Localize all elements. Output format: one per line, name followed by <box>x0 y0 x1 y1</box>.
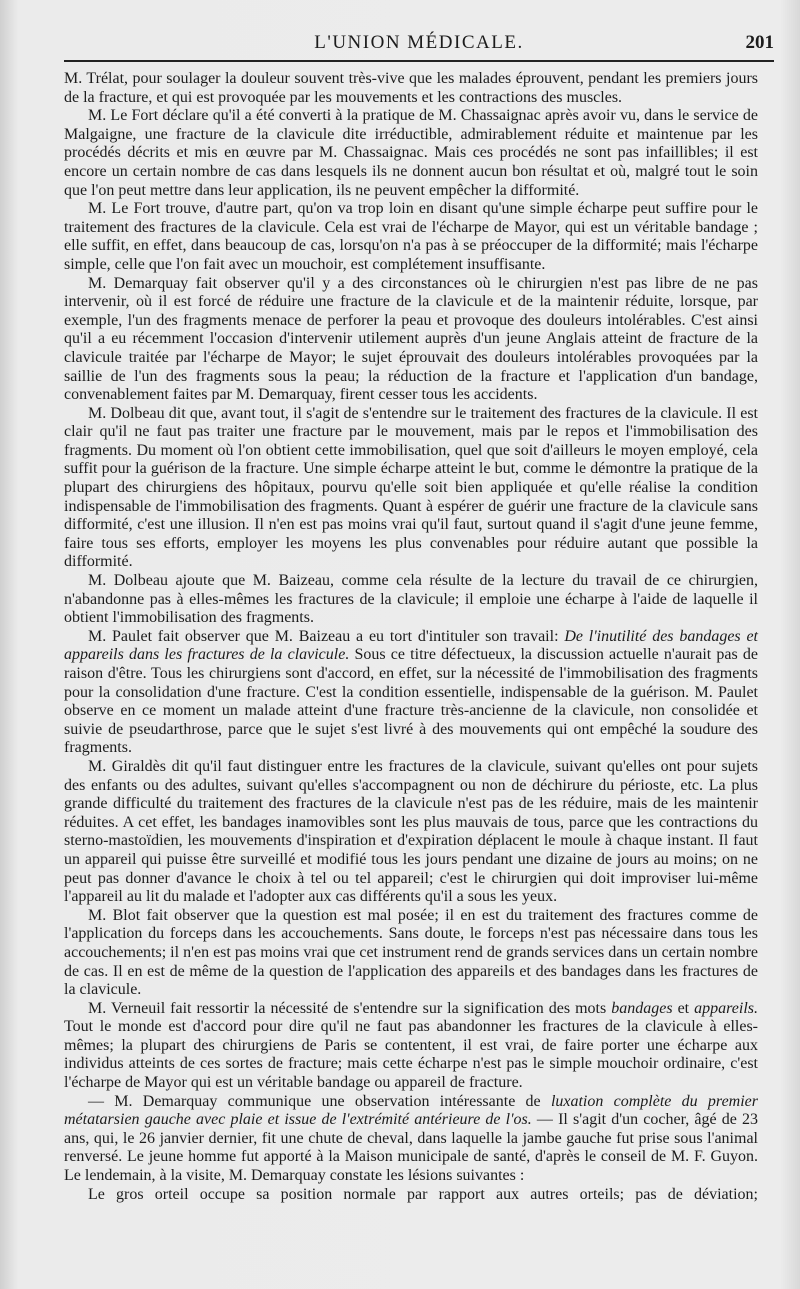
article-body <box>64 70 758 1204</box>
paragraph-verneuil: M. Verneuil fait ressortir la nécessité de s'entendre sur la signification des mots bandages et appareils. Tout le monde est d'accord pour dire qu'il ne faut pas abandonner les fractures de la clavicule à elles-mêmes; la plupart des chirurgiens de Paris se contentent, il est vrai, de faire porter une écharpe aux individus atteints de ces sortes de fracture; mais cette écharpe n'est pas le simple mouchoir ordinaire, c'est l'écharpe de Mayor qui est un véritable bandage ou appareil de fracture. <box>64 999 759 1092</box>
header-rule <box>64 60 774 62</box>
observation-title: luxation complète du premier métatarsien gauche avec plaie et issue de l'extrémité antérieure de l'os. <box>64 1092 758 1129</box>
paragraph-gros-orteil: Le gros orteil occupe sa position normale par rapport aux autres orteils; pas de déviation; <box>88 1185 758 1203</box>
term-appareils: appareils. <box>694 999 759 1017</box>
running-title: L'UNION MÉDICALE. <box>314 32 524 53</box>
term-bandages: bandages <box>611 999 673 1017</box>
paragraph-demarquay-2: — M. Demarquay communique une observation intéressante de luxation complète du premier métatarsien gauche avec plaie et issue de l'extrémité antérieure de l'os. — Il s'agit d'un cocher, âgé de 23 ans, qui, le 26 janvier dernier, fit une chute de cheval, dans laquelle la jambe gauche fut prise sous l'animal renversé. Le jeune homme fut apporté à la Maison municipale de santé, d'après le conseil de M. F. Guyon. Le lendemain, à la visite, M. Demarquay constate les lésions suivantes : <box>64 1092 758 1185</box>
title-citation: De l'inutilité des bandages et appareils dans les fractures de la clavicule. <box>64 627 758 664</box>
paragraph-dolbeau-1: M. Dolbeau dit que, avant tout, il s'agit de s'entendre sur le traitement des fractures de la clavicule. Il est clair qu'il ne faut pas traiter une fracture par le mouvement, mais par le repos et l'immobilisation des fragments. Du moment où l'on obtient cette immobilisation, quel que soit d'ailleurs le moyen employé, cela suffit pour la guérison de la fracture. Une simple écharpe atteint le but, comme le démontre la pratique de la plupart des chirurgiens des hôpitaux, pourvu qu'elle soit bien appliquée et qu'elle réalise la condition indispensable de l'immobilisation des fragments. Quant à espérer de guérir une fracture de la clavicule sans difformité, c'est une illusion. Il n'en est pas moins vrai qu'il faut, surtout quand il s'agit d'une jeune femme, faire tous ses efforts, employer les moyens les plus convenables pour réduire autant que possible la difformité. <box>64 404 758 571</box>
paragraph-dolbeau-2: M. Dolbeau ajoute que M. Baizeau, comme cela résulte de la lecture du travail de ce chirurgien, n'abandonne pas à elles-mêmes les fractures de la clavicule; il emploie une écharpe à l'aide de laquelle il obtient l'immobilisation des fragments. <box>64 572 758 627</box>
paragraph-demarquay-1: M. Demarquay fait observer qu'il y a des circonstances où le chirurgien n'est pas libre de ne pas intervenir, où il est forcé de réduire une fracture de la clavicule et de la maintenir réduite, lorsque, par exemple, l'un des fragments menace de perforer la peau et provoque des douleurs intolérables. C'est ainsi qu'il a eu récemment l'occasion d'intervenir utilement auprès d'un jeune Anglais atteint de fracture de la clavicule traitée par l'écharpe de Mayor; le sujet éprouvait des douleurs intolérables provoquées par la saillie de l'un des fragments sous la peau; la réduction de la fracture et l'application d'un bandage, convenablement faites par M. Demarquay, firent cesser tous les accidents. <box>64 274 758 404</box>
paragraph-le-fort-2: M. Le Fort trouve, d'autre part, qu'on va trop loin en disant qu'une simple écharpe peut suffire pour le traitement des fractures de la clavicule. Cela est vrai de l'écharpe de Mayor, qui est un véritable bandage ; elle suffit, en effet, dans beaucoup de cas, lorsqu'on n'a pas à se préoccuper de la difformité; mais l'écharpe simple, celle que l'on fait avec un mouchoir, est complétement insuffisante. <box>64 200 758 273</box>
page-number: 201 <box>745 32 774 53</box>
paragraph-le-fort-1: M. Le Fort déclare qu'il a été converti à la pratique de M. Chassaignac après avoir vu, dans le service de Malgaigne, une fracture de la clavicule dite irréductible, admirablement réduite et maintenue par les procédés décrits et mis en œuvre par M. Chassaignac. Mais ces procédés ne sont pas infaillibles; il est encore un certain nombre de cas dans lesquels ils ne donnent aucun bon résultat et où, malgré tout le soin que l'on peut mettre dans leur application, ils ne peuvent empêcher la difformité. <box>64 107 758 199</box>
paragraph-blot: M. Blot fait observer que la question est mal posée; il en est du traitement des fractures comme de l'application du forceps dans les accouchements. Sans doute, le forceps n'est pas nécessaire dans tous les accouchements; il n'en est pas moins vrai que cet instrument rend de grands services dans un certain nombre de cas. Il en est de même de la question de l'application des appareils et des bandages dans les fractures de la clavicule. <box>64 906 758 999</box>
page-header <box>64 30 774 58</box>
paragraph-trelat: M. Trélat, pour soulager la douleur souvent très-vive que les malades éprouvent, pendant les premiers jours de la fracture, et qui est provoquée par les mouvements et les contractions des muscles. <box>64 70 758 106</box>
paragraph-paulet: M. Paulet fait observer que M. Baizeau a eu tort d'intituler son travail: De l'inutilité des bandages et appareils dans les fractures de la clavicule. Sous ce titre défectueux, la discussion actuelle n'aurait pas de raison d'être. Tous les chirurgiens sont d'accord, en effet, sur la nécessité de l'immobilisation des fragments pour la consolidation d'une fracture. C'est la condition essentielle, indispensable de la guérison. M. Paulet observe en ce moment un malade atteint d'une fracture très-ancienne de la clavicule, non consolidée et suivie de pseudarthrose, parce que le sujet s'est livré à des mouvements qui ont empêché la soudure des fragments. <box>64 627 759 757</box>
paragraph-giraldes: M. Giraldès dit qu'il faut distinguer entre les fractures de la clavicule, suivant qu'elles ont pour sujets des enfants ou des adultes, suivant qu'elles s'accompagnent ou non de déchirure du périoste, etc. La plus grande difficulté du traitement des fractures de la clavicule n'est pas de les réduire, mais de les maintenir réduites. A cet effet, les bandages inamovibles sont les plus mauvais de tous, parce que les contractions du sterno-mastoïdien, les mouvements d'inspiration et d'expiration déplacent le moule à chaque instant. Il faut un appareil qui puisse être surveillé et modifié tous les jours pendant une dizaine de jours au moins; on ne peut pas donner d'avance le choix à tel ou tel appareil; c'est le chirurgien qui doit improviser lui-même l'appareil au lit du malade et l'adopter aux cas différents qu'il a sous les yeux. <box>64 757 758 906</box>
